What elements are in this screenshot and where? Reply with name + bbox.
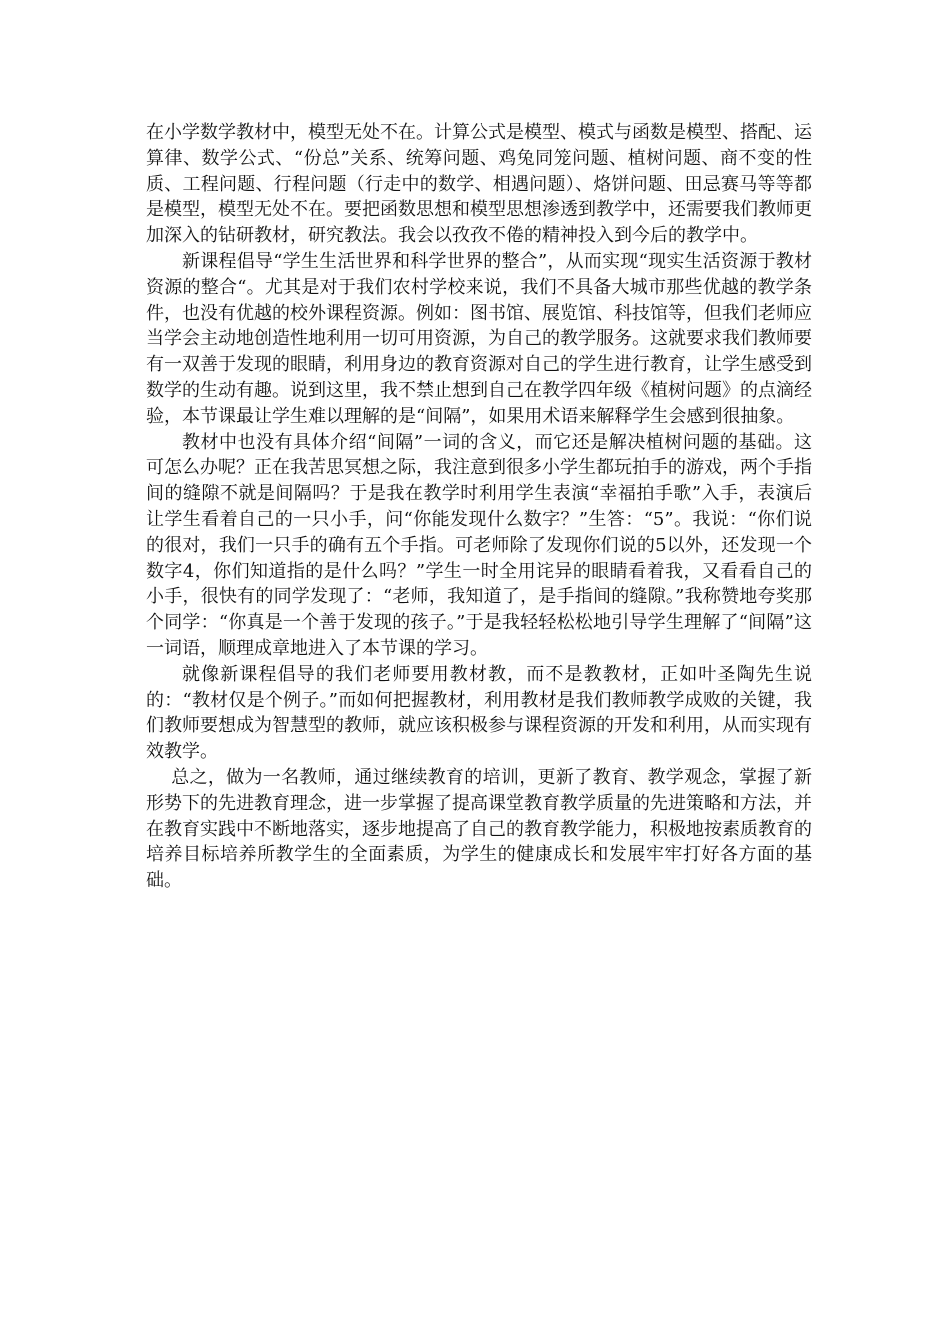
paragraph-4: 就像新课程倡导的我们老师要用教材教，而不是教教材，正如叶圣陶先生说的：“教材仅是个例子。”而如何把握教材，利用教材是我们教师教学成败的关键，我们教师要想成为智慧型的教师，就应该积极参与课程资源的开发和利用，从而实现有效教学。 — [146, 663, 812, 763]
paragraph-1: 在小学数学教材中，模型无处不在。计算公式是模型、模式与函数是模型、搭配、运算律、数学公式、“份总”关系、统筹问题、鸡兔同笼问题、植树问题、商不变的性质、工程问题、行程问题（行走中的数学、相遇问题）、烙饼问题、田忌赛马等等都是模型，模型无处不在。要把函数思想和模型思想渗透到教学中，还需要我们教师更加深入的钻研教材，研究教法。我会以孜孜不倦的精神投入到今后的教学中。 — [146, 122, 812, 247]
paragraph-2: 新课程倡导“学生生活世界和科学世界的整合”，从而实现“现实生活资源于教材资源的整合“。尤其是对于我们农村学校来说，我们不具备大城市那些优越的教学条件，也没有优越的校外课程资源。例如：图书馆、展览馆、科技馆等，但我们老师应当学会主动地创造性地利用一切可用资源，为自己的教学服务。这就要求我们教师要有一双善于发现的眼睛，利用身边的教育资源对自己的学生进行教育，让学生感受到数学的生动有趣。说到这里，我不禁止想到自己在教学四年级《植树问题》的点滴经验，本节课最让学生难以理解的是“间隔”，如果用术语来解释学生会感到很抽象。 — [146, 250, 812, 427]
paragraph-5: 总之，做为一名教师，通过继续教育的培训，更新了教育、教学观念，掌握了新形势下的先进教育理念，进一步掌握了提高课堂教育教学质量的先进策略和方法，并在教育实践中不断地落实，逐步地提高了自己的教育教学能力，积极地按素质教育的培养目标培养所教学生的全面素质，为学生的健康成长和发展牢牢打好各方面的基础。 — [146, 766, 812, 892]
paragraph-3: 教材中也没有具体介绍“间隔”一词的含义，而它还是解决植树问题的基础。这可怎么办呢？正在我苦思冥想之际，我注意到很多小学生都玩拍手的游戏，两个手指间的缝隙不就是间隔吗？于是我在教学时利用学生表演“幸福拍手歌”入手，表演后让学生看着自己的一只小手，问“你能发现什么数字？”生答：“5”。我说：“你们说的很对，我们一只手的确有五个手指。可老师除了发现你们说的5以外，还发现一个数字4，你们知道指的是什么吗？”学生一时全用诧异的眼睛看着我，又看看自己的小手，很快有的同学发现了：“老师，我知道了，是手指间的缝隙。”我称赞地夸奖那个同学：“你真是一个善于发现的孩子。”于是我轻轻松松地引导学生理解了“间隔”这一词语，顺理成章地进入了本节课的学习。 — [146, 431, 812, 659]
body-text — [146, 120, 812, 894]
